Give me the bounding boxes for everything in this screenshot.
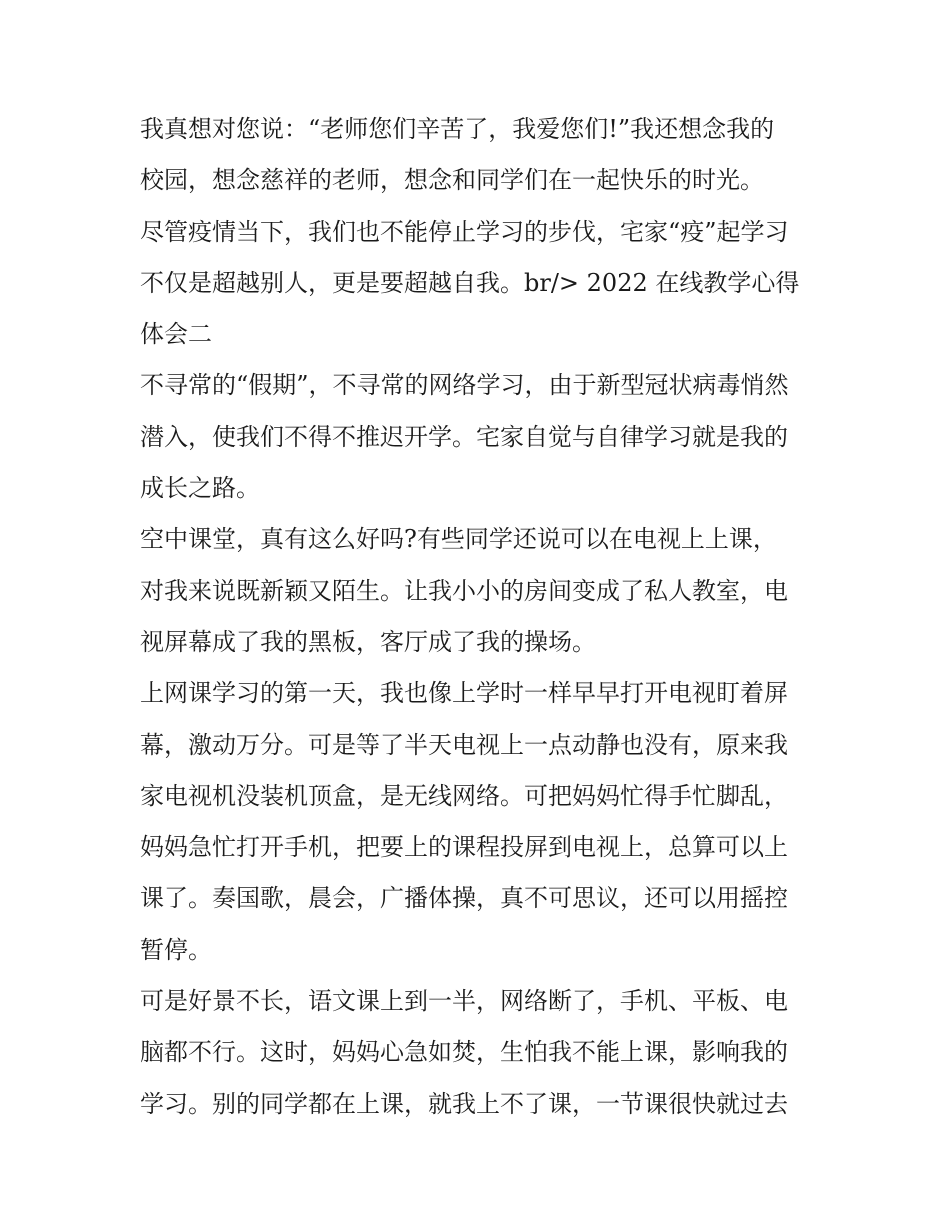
document-page xyxy=(140,104,820,1130)
text-line: 视屏幕成了我的黑板，客厅成了我的操场。 xyxy=(140,627,596,656)
text-line: 体会二 xyxy=(140,320,212,349)
text-line: 课了。奏国歌，晨会，广播体操，真不可思议，还可以用摇控 xyxy=(140,884,788,913)
text-line: 成长之路。 xyxy=(140,474,260,503)
text-line: 潜入，使我们不得不推迟开学。宅家自觉与自律学习就是我的 xyxy=(140,422,788,451)
text-line: 学习。别的同学都在上课，就我上不了课，一节课很快就过去 xyxy=(140,1089,788,1118)
text-line: 我真想对您说：“老师您们辛苦了，我爱您们!”我还想念我的 xyxy=(140,115,775,143)
text-line: 可是好景不长，语文课上到一半，网络断了，手机、平板、电 xyxy=(140,987,788,1016)
text-line: 暂停。 xyxy=(140,935,212,964)
text-line: 尽管疫情当下，我们也不能停止学习的步伐，宅家“疫”起学习 xyxy=(140,217,789,246)
text-line: 不寻常的“假期”，不寻常的网络学习，由于新型冠状病毒悄然 xyxy=(140,371,789,400)
text-line: 脑都不行。这时，妈妈心急如焚，生怕我不能上课，影响我的 xyxy=(140,1038,788,1067)
text-line: 不仅是超越别人，更是要超越自我。br/> 2022 在线教学心得 xyxy=(140,268,800,297)
text-line: 对我来说既新颖又陌生。让我小小的房间变成了私人教室，电 xyxy=(140,576,788,605)
text-line: 上网课学习的第一天，我也像上学时一样早早打开电视盯着屏 xyxy=(140,679,788,708)
text-line: 空中课堂，真有这么好吗?有些同学还说可以在电视上上课， xyxy=(140,525,777,554)
text-line: 妈妈急忙打开手机，把要上的课程投屏到电视上，总算可以上 xyxy=(140,833,788,862)
text-line: 幕，激动万分。可是等了半天电视上一点动静也没有，原来我 xyxy=(140,730,788,759)
text-line: 家电视机没装机顶盒，是无线网络。可把妈妈忙得手忙脚乱， xyxy=(140,781,788,810)
text-line: 校园，想念慈祥的老师，想念和同学们在一起快乐的时光。 xyxy=(140,166,764,195)
